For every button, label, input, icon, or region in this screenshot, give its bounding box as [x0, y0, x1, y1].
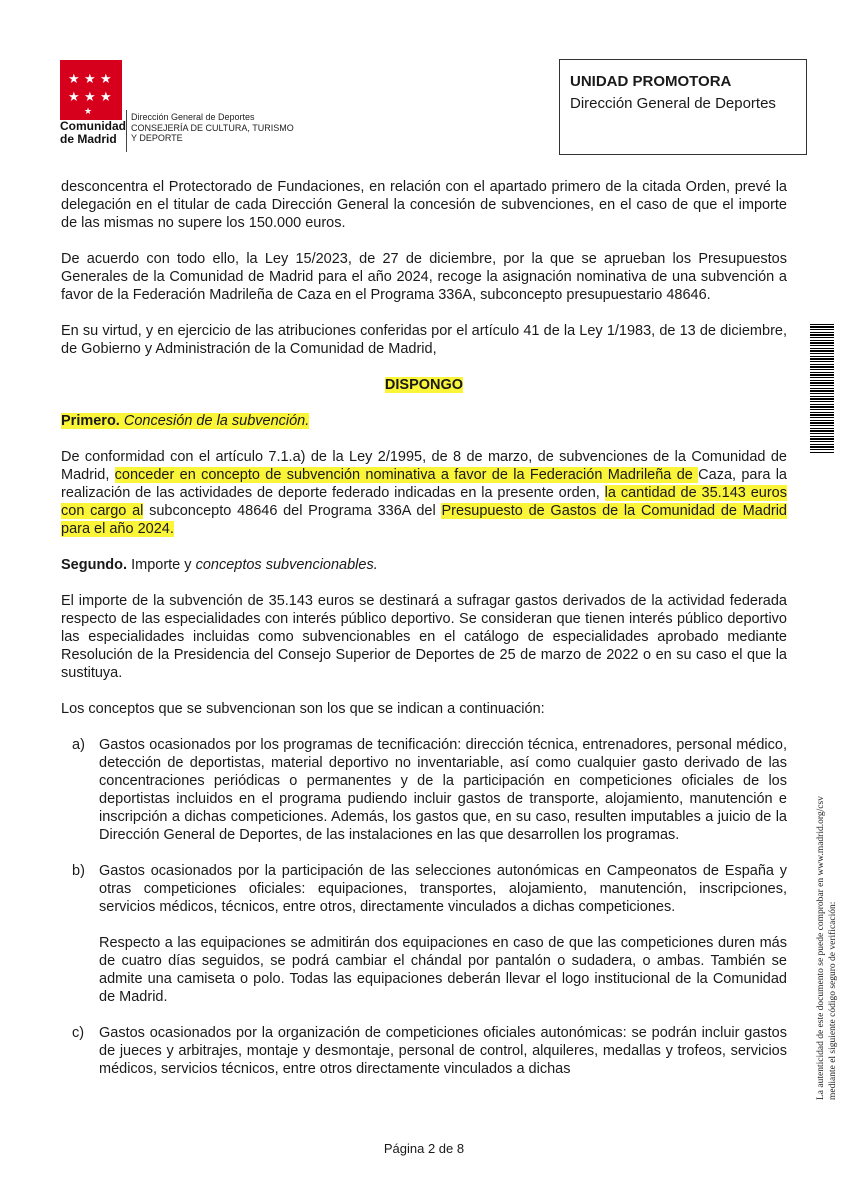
paragraph-concession: De conformidad con el artículo 7.1.a) de la Ley 2/1995, de 8 de marzo, de subvenciones de la Comunidad de Madrid, conceder en concepto de subvención nominativa a favor de la Federación Madrileña de Caza, para la realización de las actividades de deporte federado indicadas en la presente orden, la cantidad de 35.143 euros con cargo al subconcepto 48646 del Programa 336A del Presupuesto de Gastos de la Comunidad de Madrid para el año 2024. [61, 449, 787, 537]
comunidad-madrid-logo [60, 60, 122, 120]
star-icon: ★ [68, 72, 80, 87]
concepts-list [61, 736, 787, 1078]
barcode [810, 324, 834, 454]
highlight: conceder en concepto de subvención nominativa a favor de la Federación Madrileña de [114, 467, 699, 483]
header-divider [126, 110, 127, 152]
department-name: Dirección General de Deportes CONSEJERÍA DE CULTURA, TURISMO Y DEPORTE [131, 112, 294, 143]
box-title: UNIDAD PROMOTORA [570, 73, 732, 90]
paragraph: Los conceptos que se subvencionan son los que se indican a continuación: [61, 701, 545, 717]
dispongo-heading: DISPONGO [384, 377, 464, 393]
verification-note: La autenticidad de este documento se puede comprobar en www.madrid.org/csv mediante el siguiente código seguro de verificación: [816, 796, 838, 1100]
paragraph: En su virtud, y en ejercicio de las atribuciones conferidas por el artículo 41 de la Ley 1/1983, de 13 de diciembre, de Gobierno y Administración de la Comunidad de Madrid, [61, 323, 787, 357]
box-subtitle: Dirección General de Deportes [570, 95, 776, 112]
paragraph: De acuerdo con todo ello, la Ley 15/2023, de 27 de diciembre, por la que se aprueban los Presupuestos Generales de la Comunidad de Madrid para el año 2024, recoge la asignación nominativa de una subvención a favor de la Federación Madrileña de Caza en el Programa 336A, subconcepto presupuestario 48646. [61, 251, 787, 303]
star-icon: ★ [100, 90, 112, 105]
promoting-unit-box [559, 59, 807, 155]
section-primero-heading: Primero. Concesión de la subvención. [61, 413, 310, 429]
star-icon: ★ [84, 107, 93, 117]
logo-wordmark: Comunidad de Madrid [60, 119, 126, 146]
list-item: c) Gastos ocasionados por la organización de competiciones oficiales autonómicas: se podrán incluir gastos de jueces y arbitrajes, montaje y desmontaje, personal de control, alquileres, medallas y trofeos, servicios médicos, servicios técnicos, entre otros directamente vinculados a dichas [72, 1025, 787, 1077]
list-item: b) Gastos ocasionados por la participación de las selecciones autonómicas en Campeonatos de España y otras competiciones oficiales: equipaciones, transportes, alojamiento, manutención, inscripciones, servicios médicos, técnicos, entre otros, directamente vinculados a dichas competiciones. Respecto a las equipaciones se admitirán dos equipaciones en caso de que las competiciones duren más de cuatro días seguidos, se podrá cambiar el chándal por pantalón o sudadera, o ambas. También se admite una camiseta o polo. Todas las equipaciones deberán llevar el logo institucional de la Comunidad de Madrid. [72, 863, 787, 1005]
paragraph: El importe de la subvención de 35.143 euros se destinará a sufragar gastos derivados de la actividad federada respecto de las especialidades con interés público deportivo. Se consideran que tienen interés público deportivo las especialidades incluidas como subvencionables en el catálogo de especialidades aprobado mediante Resolución de la Presidencia del Consejo Superior de Deportes de 25 de marzo de 2022 o en su caso el que la sustituya. [61, 593, 787, 681]
highlight: la cantidad de 35.143 euros con cargo al [61, 485, 787, 519]
list-item: a) Gastos ocasionados por los programas de tecnificación: dirección técnica, entrenadores, personal médico, detección de deportistas, material deportivo no inventariable, así como cualquier gasto derivado de las concentraciones periódicas o permanentes y de la participación en competiciones oficiales de los deportistas incluidos en el programa pudiendo incluir gastos de transporte, alojamiento, manutención e inscripción a dichas competiciones. Además, los gastos que, en su caso, resulten imputables a juicio de la Dirección General de Deportes, de las instalaciones en las que desarrollen los programas. [72, 737, 787, 843]
document-body [61, 178, 787, 1096]
star-icon: ★ [100, 72, 112, 87]
page-number: Página 2 de 8 [383, 1141, 465, 1156]
star-icon: ★ [84, 72, 96, 87]
highlight: Presupuesto de Gastos de la Comunidad de Madrid para el año 2024. [61, 503, 787, 537]
paragraph: desconcentra el Protectorado de Fundaciones, en relación con el apartado primero de la citada Orden, prevé la delegación en el titular de cada Dirección General la concesión de subvenciones, en el caso de que el importe de las mismas no supere los 150.000 euros. [61, 179, 787, 231]
section-segundo-heading: Segundo. Importe y conceptos subvencionables. [61, 557, 378, 573]
star-icon: ★ [84, 90, 96, 105]
star-icon: ★ [68, 90, 80, 105]
